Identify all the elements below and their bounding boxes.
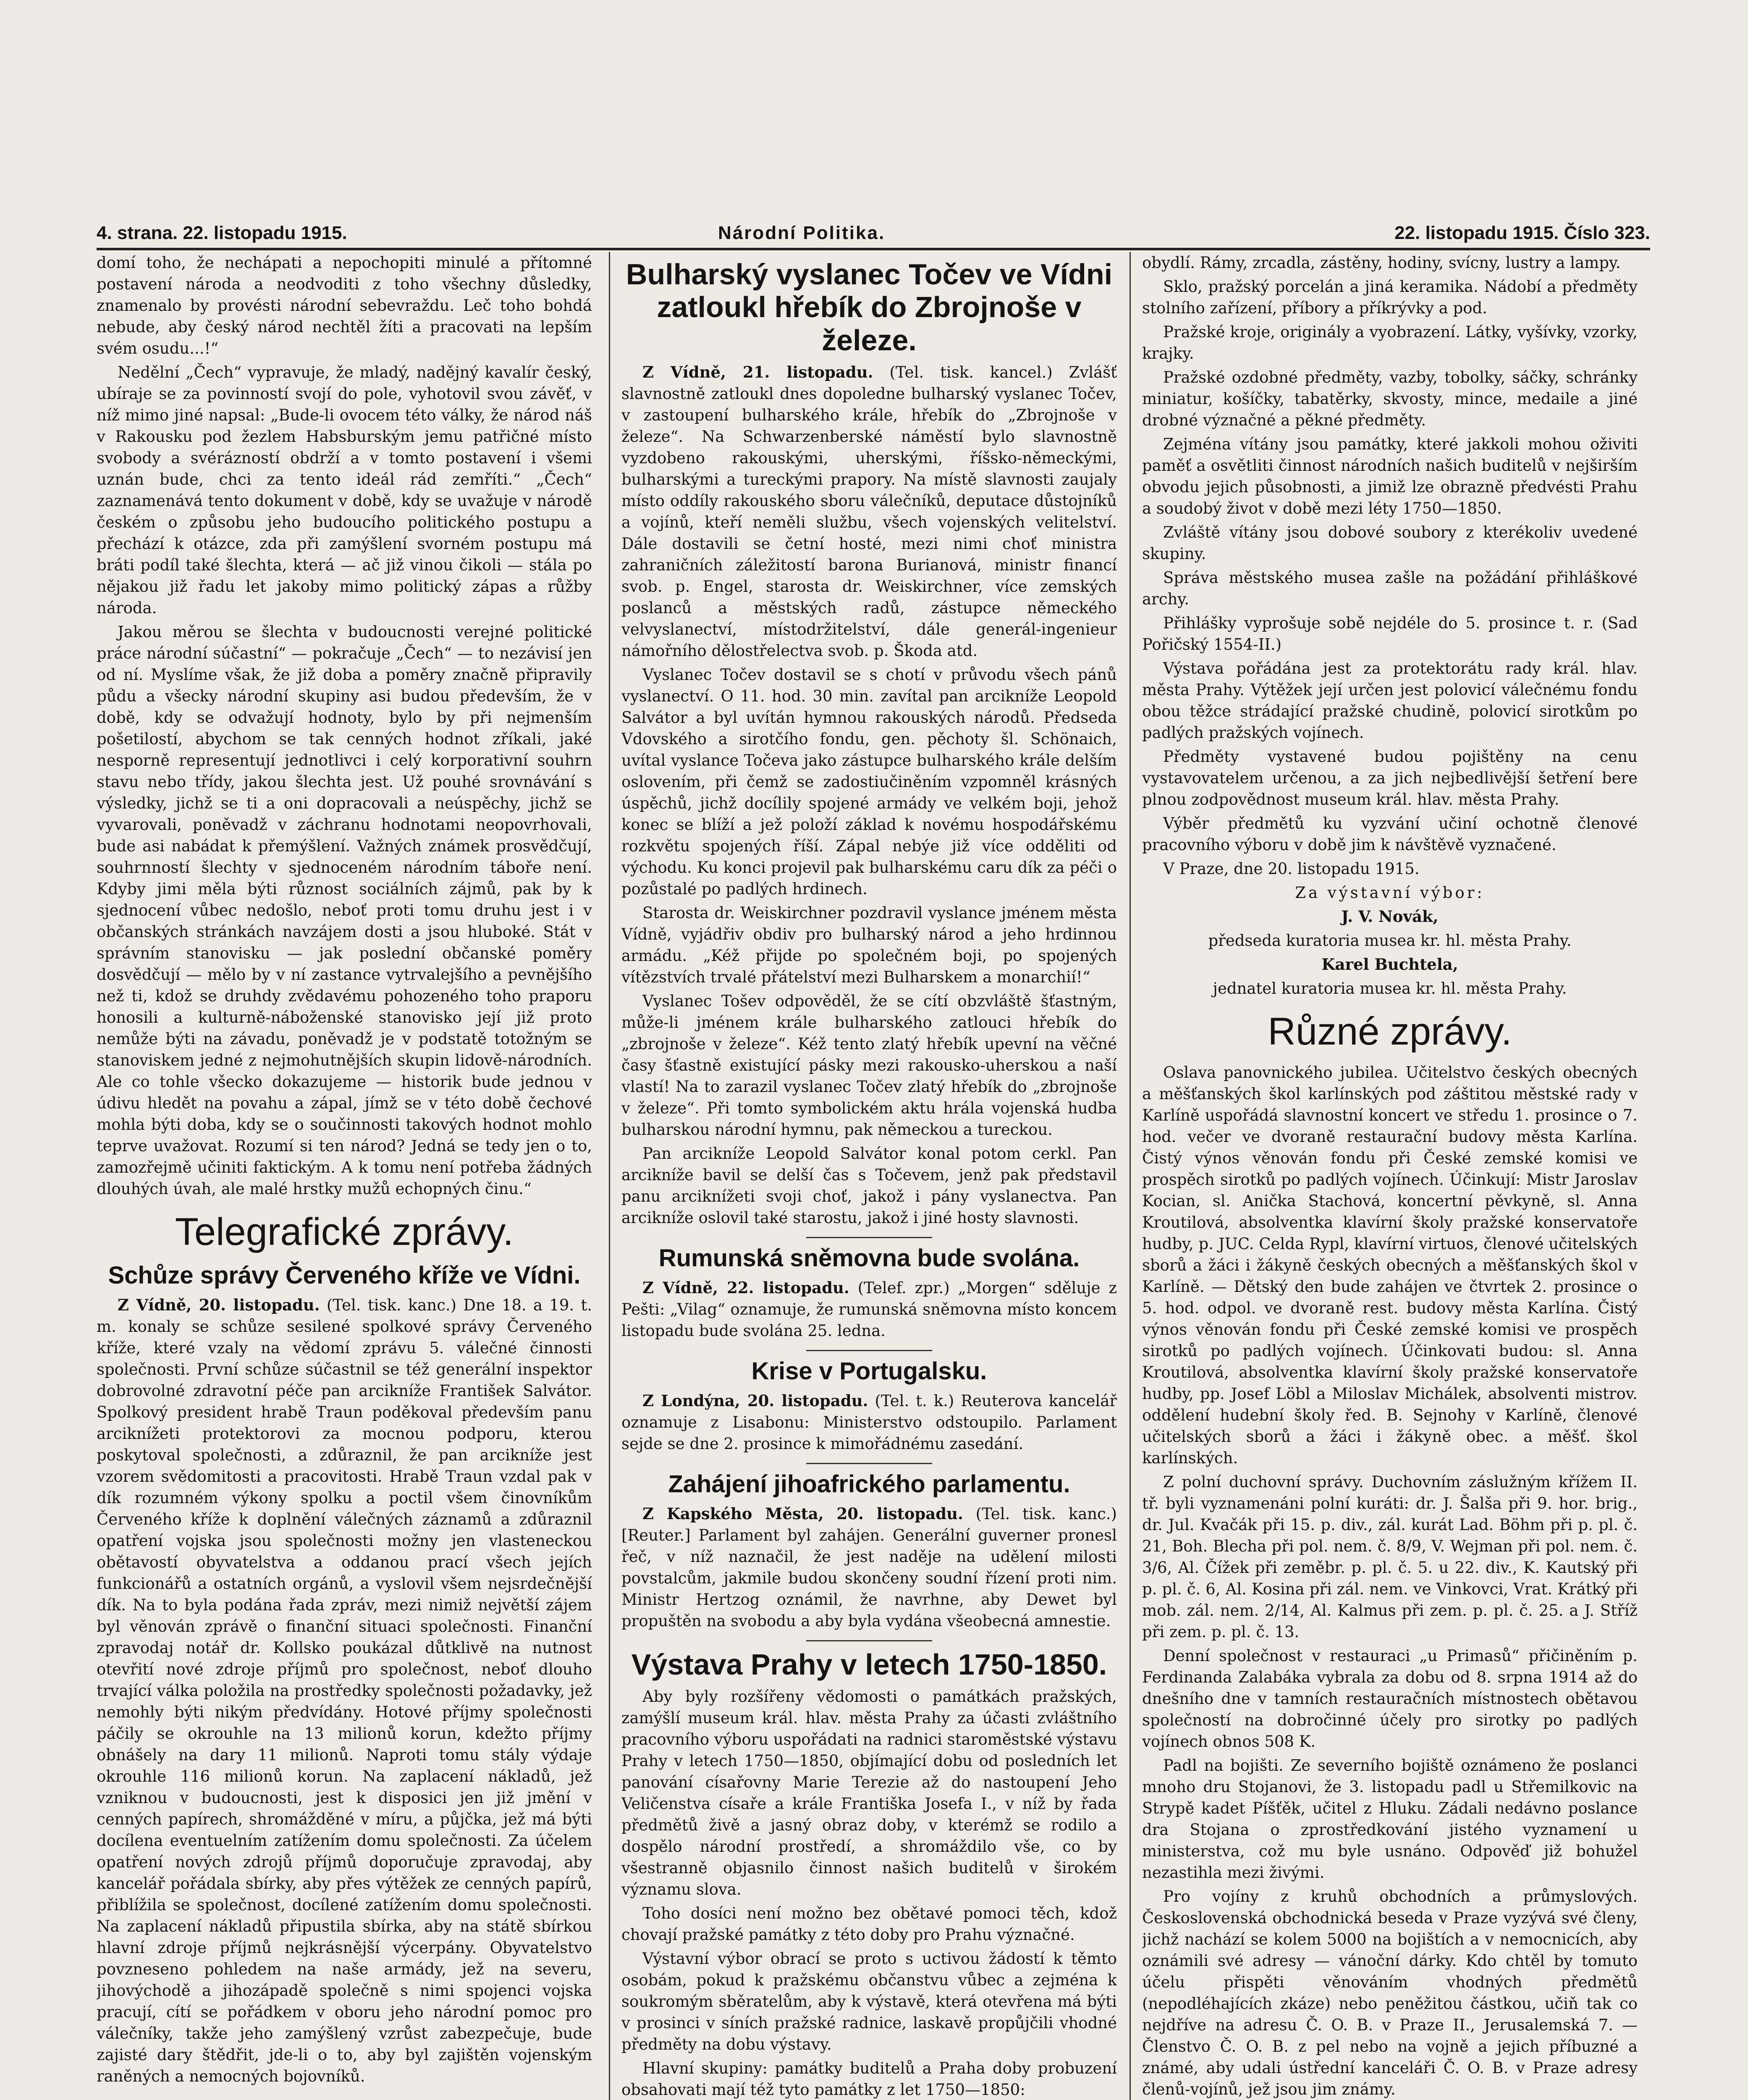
article-text [621, 1503, 1117, 1632]
article-text [621, 1277, 1117, 1341]
article-text: Správa městského musea zašle na požádání přihláškové archy. [1142, 569, 1638, 608]
article-headline: Krise v Portugalsku. [751, 1357, 987, 1385]
article-text: Nedělní „Čech“ vypravuje, že mladý, nadějný kavalír český, ubíraje se za povinností svojí do pole, vyhotovil svou závěť, v níž mimo jiné napsal: „Bude-li ovocem této války, že národ náš v Rakousku pod žezlem Habsburským jemu patřičné místo svobody a svérázností obdrží a v tomto postavení i všemi uznán bude, chci za tento ideál rád zemříti.“ „Čech“ zaznamenává tento dokument v době, kdy se uvažuje v národě českém o způsobu jeho budoucího politického postupu a přechází k otázce, zda při zamýšlení svorném postupu má bráti podíl také šlechta, která — ač již vinou čikoli — stála po nějakou již řadu let jakoby mimo politický zápas a růžby národa. [97, 363, 592, 617]
article-body: (Tel. tisk. kancel.) Zvlášť slavnostně zatloukl dnes dopoledne bulharský vyslanec Točev, v zastoupení bulharského krále, hřebík do „Zbrojnoše v železe“. Na Schwarzenberské náměstí bylo slavnostně vyzdobeno rakouskými, uherskými, říšsko-německými, bulharskými a tureckými prapory. Na místě slavnosti zaujaly místo oddíly rakouského sboru válečníků, deputace důstojníků a vojínů, kteří neměli službu, všech vojenských velitelství. Dále dostavili se četní hosté, mezi nimi choť ministra zahraničních záležitostí barona Burianová, ministr financí svob. p. Engel, starosta dr. Weiskirchner, více zemských poslanců a městských radů, zástupce německého velvyslanectví, místodržitelství, dále generál-ingenieur námořního dělostřelectva svob. p. Škoda atd. [621, 363, 1117, 660]
news-item: Z polní duchovní správy. Duchovním záslužným křížem II. tř. byli vyznamenáni polní kuráti: dr. J. Šalša při 9. hor. brig., dr. Jul. Kvačák při 15. p. div., zál. kurát Lad. Böhm při p. pl. č. 21, Boh. Blecha při pol. nem. č. 8/9, V. Wejman při pol. nem. č. 3/6, Al. Čížek při zeměbr. p. pl. č. 5. u 22. div., K. Kautský při p. pl. č. 6, Al. Kosina při zál. nem. ve Vinkovci, Vrat. Krátký při mob. zál. nem. 2/14, Al. Kalmus při zem. p. pl. č. 25. a J. Stříž při zem. p. pl. č. 13. [1142, 1473, 1638, 1641]
article-headline: Bulharský vyslanec Točev ve Vídni zatloukl hřebík do Zbrojnoše v železe. [626, 258, 1113, 357]
article-body: (Telef. zpr.) „Morgen“ sděluje z Pešti: „Vilag“ oznamuje, že rumunská sněmovna místo koncem listopadu bude svolána 25. ledna. [621, 1279, 1117, 1340]
header-left: 4. strana. 22. listopadu 1915. [97, 223, 347, 243]
article-text: Zvláště vítány jsou dobové soubory z kterékoliv uvedené skupiny. [1142, 523, 1638, 563]
section-title: Telegrafické zprávy. [175, 1210, 514, 1253]
header-right: 22. listopadu 1915. Číslo 323. [1394, 223, 1650, 243]
column-2 [621, 252, 1117, 2100]
signatory-name: J. V. Novák, [1341, 907, 1439, 926]
dateline: Z Vídně, 20. listopadu. [118, 1295, 320, 1314]
article-text: Výstava pořádána jest za protektorátu rady král. hlav. města Prahy. Výtěžek její určen jest polovicí válečnému fondu obou těžce strádající pražské chudině, polovicí sirotkům po padlých pražských vojínech. [1142, 659, 1638, 742]
masthead-title: Národní Politika. [718, 223, 886, 243]
column-divider [1130, 252, 1131, 2100]
article-headline: Rumunská sněmovna bude svolána. [658, 1244, 1080, 1272]
article-text [97, 1294, 592, 2087]
news-item: Pro vojíny z kruhů obchodních a průmyslových. Československá obchodnická beseda v Praze vyzývá své členy, jichž nachází se kolem 5000 na bojištích a v nemocnicích, aby oznámili své adresy — vánoční dárky. Kdo chtěl by tomuto účelu přispěti věnováním vhodných předmětů (nepodléhajících zkáze) nebo peněžitou částkou, učiň tak co nejdříve na adresu Č. O. B. v Praze II., Jerusalemská 7. — Členstvo Č. O. B. z pel nebo na vojně a jejich příbuzné a známé, aby udali ústřední kanceláři Č. O. B. v Praze adresy členů-vojínů, jež jsou jim známy. [1142, 1887, 1638, 2099]
article-text: Toho dosíci není možno bez obětavé pomoci těch, kdož chovají pražské památky z této doby pro Prahu význačné. [621, 1904, 1117, 1944]
article-text [621, 362, 1117, 662]
article-text: V Praze, dne 20. listopadu 1915. [1163, 860, 1420, 878]
article-headline: Zahájení jihoafrického parlamentu. [668, 1470, 1070, 1498]
article-separator [806, 1463, 932, 1464]
article-text: Zejména vítány jsou památky, které jakkoli mohou oživiti paměť a osvětliti činnost národních našich buditelů v nejširším obvodu jejich působnosti, a jimiž lze obrazně předvésti Prahu a soudobý život v době mezi léty 1750—1850. [1142, 435, 1638, 517]
dateline: Z Kapského Města, 20. listopadu. [642, 1504, 963, 1523]
signatory-name: Karel Buchtela, [1321, 955, 1458, 974]
column-3 [1142, 252, 1638, 2100]
article-body: (Tel. tisk. kanc.) Dne 18. a 19. t. m. konaly se schůze sesilené spolkové správy Červeného kříže, které vzaly na vědomí zprávu 5. válečné činnosti společnosti. První schůze súčastnil se též generální inspektor dobrovolné zdravotní péče pan arcikníže František Salvátor. Spolkový president hrabě Traun poděkoval především panu arciknížeti protektorovi za mocnou podporu, kterou poskytoval společnosti, a zdůraznil, že pan arcikníže jest vzorem svědomitosti a pracovitosti. Hrabě Traun vzdal pak v dík rozumném výkony spolku a poctil všem činovníkům Červeného kříže k doplnění válečných záznamů a zdůraznil opatření vojska jsou společnosti možny jen vlasteneckou obětavostí obyvatelstva a oddanou prací všech jejích funkcionářů a ostatních orgánů, a vyslovil všem nejsrdečnější dík. Na to byla podána řada zpráv, mezi nimiž největší zájem byl věnován zprávě o finanční situaci společnosti. Finanční zpravodaj notář dr. Kollsko poukázal důtklivě na nutnost otevřití nové zdroje příjmů pro společnost, neboť dlouho trvající válka položila na prostředky společnosti požadavky, jež nemohly býti nikým předvídány. Hotové příjmy společnosti páčily se okrouhle na 13 milionů korun, kdežto příjmy obnášely na dary 11 milionů. Naproti tomu stály výdaje okrouhle 116 milionů korun. Na zaplacení nákladů, jež vzniknou v budoucnosti, jest k disposici jen již jmění v cenných papírech, shromážděné v míru, a půjčka, jež má býti docílena eventuelním zatížením domu společnosti. Za účelem opatření nových zdrojů příjmů doporučuje zpravodaj, aby kancelář pořádala sbírky, aby přes výtěžek ze cenných papírů, přiblížila se společnost, docílené zatížením domu společnosti. Na zaplacení nákladů připustila sbírka, aby na státě sbírkou hlavní zdroje příjmů nejkrásnější výcerpány. Obyvatelstvo povzneseno pohledem na naše armády, jež na severu, jihovýchodě a jihozápadě společně s nimi spojenci vojska pracují, cítí se pořádkem v oboru jeho národní pomoc pro válečníky, takže jeho zamýšlený vzrůst zabezpečuje, bude zajisté dary štědřit, jde-li o to, aby byl zajištěn vojenským raněných a nemocných bojovníků. [97, 1296, 592, 2085]
article-text: Přihlášky vyprošuje sobě nejdéle do 5. prosince t. r. (Sad Pořičský 1554-II.) [1142, 614, 1638, 654]
article-separator [806, 1350, 932, 1351]
signatory-role: jednatel kuratoria musea kr. hl. města Prahy. [1213, 979, 1567, 998]
dateline: Z Vídně, 21. listopadu. [642, 363, 873, 382]
column-divider [609, 252, 610, 2100]
signatory-role: předseda kuratoria musea kr. hl. města Prahy. [1208, 932, 1572, 950]
article-separator [806, 1640, 932, 1641]
article-text: domí toho, že nechápati a nepochopiti minulé a přítomné postavení národa a neodvoditi z toho všechny důsledky, znamenalo by provésti národní sebevraždu. Leč toho bohdá nebude, aby český národ nechtěl žíti a pracovati na lepším svém osudu...!“ [97, 254, 592, 357]
article-text: Pražské kroje, originály a vyobrazení. Látky, vyšívky, vzorky, krajky. [1142, 323, 1638, 362]
article-text: Hlavní skupiny: památky buditelů a Praha doby probuzení obsahovati mají též tyto památky z let 1750—1850: [621, 2059, 1117, 2099]
article-text: Pan arcikníže Leopold Salvátor konal potom cerkl. Pan arcikníže bavil se delší čas s Točevem, jenž pak představil panu arciknížeti svoji choť, jakož i pány vyslanectva. Pan arcikníže oslovil také starostu, jakož i jiné hosty slavnosti. [621, 1144, 1117, 1227]
article-text: Výstavní výbor obrací se proto s uctivou žádostí k těmto osobám, pokud k pražskému občanstvu vůbec a zejména k soukromým sběratelům, aby k výstavě, která otevřena má býti v prosinci v síních pražské radnice, laskavě propůjčili vhodné předměty na dobu výstavy. [621, 1950, 1117, 2054]
article-text: Předměty vystavené budou pojištěny na cenu vystavovatelem určenou, a za jich nejbedlivější šetření bere plnou zodpovědnost museum král. hlav. města Prahy. [1142, 748, 1638, 808]
article-text: Jakou měrou se šlechta v budoucnosti verejné politické práce národní súčastní“ — pokračuje „Čech“ — to nezávisí jen od ní. Myslíme však, že již doba a poměry značně připravily půdu a všecky národní skupiny asi budou především, že v době, kdy se odvažují hodnoty, bylo by při nejmenším pošetilostí, abychom se tak cenných hodnot zříkali, jaké nesporně representují jednotlivci i celý korporativní souhrn stavu nebo třídy, jakou šlechta jest. Už pouhé srovnávání s výsledky, jichž se ti a oni dopracovali a neúspěchy, jichž se vyvarovali, poněvadž v záchranu hodnotami neopovrhovali, bude asi nabádat k přemýšlení. Važných známek prosvědčují, souhrnností šlechty v sjednoceném národním táboře není. Kdyby jimi měla býti různost sociálních zájmů, pak by k sjednocení vůbec nedošlo, neboť proti tomu druhu jest i v občanských stránkách navzájem dosti a jsou hluboké. Stát v správním stanovisku — jak poslední občanské poměry dosvědčují — mělo by v ní zastance vytrvalejšího a pevnějšího než ti, kdož se druhdy zvědavému pohozeného toho praporu honosili a kulturně-náboženské stanovisko její již proto nemůže býti na závadu, poněvadž je v podstatě totožným se stanoviskem jedné z nejmohutnějších skupin lidově-národních. Ale co tohle všecko dokazujeme — historik bude jednou v údivu hledět na povahu a zápal, jímž se v této době čechové mohla býti doba, kdy se o součinnosti takových hodnot mohlo teprve uvažovat. Rozumí si ten národ? Jedná se tedy jen o to, zamozřejmě učiniti faktickým. A k tomu není potřeba žádných dlouhých úvah, ale malé hrstky mužů echopných činu.“ [97, 623, 592, 1198]
news-item: Padl na bojišti. Ze severního bojiště oznámeno že poslanci mnoho dru Stojanovi, že 3. listopadu padl u Střemilkovic na Strypě kadet Píšťěk, učitel z Hluku. Zádali nedávno poslance dra Stojana o zprostředkování jistého vyznamení u ministerstva, což mu byle usnáno. Odpověď již bohužel nezastihla mezi živými. [1142, 1756, 1638, 1882]
article-text: Vyslanec Tošev odpověděl, že se cítí obzvláště šťastným, může-li jménem krále bulharského zatlouci hřebík do „zbrojnoše v železe“. Kéž tento zlatý hřebík upevní na věčné časy šťastně existující pásky mezi rakousko-uherskou a naší vlastí! Na to zarazil vyslanec Točev zlatý hřebík do „zbrojnoše v železe“. Při tomto symbolickém aktu hrála vojenská hudba bulharskou národní hymnu, pak německou a tureckou. [621, 992, 1117, 1139]
article-text: Sklo, pražský porcelán a jiná keramika. Nádobí a předměty stolního zařízení, příbory a příkrývky a pod. [1142, 278, 1638, 317]
article-text: Výběr předmětů ku vyzvání učiní ochotně členové pracovního výboru v době jim k návštěvě vyznačené. [1142, 814, 1638, 854]
signature-heading: Za výstavní výbor: [1295, 884, 1485, 902]
article-text [621, 1390, 1117, 1454]
dateline: Z Londýna, 20. listopadu. [642, 1391, 868, 1410]
article-text: Pražské ozdobné předměty, vazby, tobolky, sáčky, schránky miniatur, košíčky, tabatěrky, skvosty, mince, medaile a jiné drobné význačné a pěkné předměty. [1142, 368, 1638, 429]
article-text: obydlí. Rámy, zrcadla, zástěny, hodiny, svícny, lustry a lampy. [1142, 254, 1621, 272]
page-header [97, 218, 1650, 250]
news-item: Oslava panovnického jubilea. Učitelstvo českých obecných a měšťanských škol karlínských pod záštitou městské rady v Karlíně uspořádá slavnostní koncert ve středu 1. prosince o 7. hod. večer ve dvoraně restaurační budovy města Karlína. Čistý výnos věnován fondu při České zemské komisi ve prospěch sirotků po padlých vojínech. Účinkují: Mistr Jaroslav Kocian, sl. Anička Stachová, koncertní pěvkyně, sl. Anna Kroutilová, absolventka klavírní školy pražské konservatoře hudby, p. JUC. Celda Rypl, klavírní virtuos, členové učitelských sborů a žáci i žákyně českých obecných a měšťanských škol v Karlíně. — Dětský den bude zahájen ve čtvrtek 2. prosince o 5. hod. odpol. ve dvoraně rest. budovy města Karlína. Čistý výnos věnován fondu při České zemské komisi ve prospěch sirotků po padlých vojínech. Účinkovati budou: sl. Anna Kroutilová, absolventka klavírní školy pražské konservatoře hudby, pp. Josef Löbl a Miloslav Michálek, absolventi mistrov. oddělení hudební školy řed. B. Sejnohy v Karlíně, členové učitelských sborů a žáci i žákyně obec. a měšť. škol karlínských. [1142, 1063, 1638, 1467]
column-1 [97, 252, 592, 2100]
article-headline: Výstava Prahy v letech 1750-1850. [631, 1648, 1107, 1681]
article-body: (Tel. tisk. kanc.) [Reuter.] Parlament byl zahájen. Generální guverner pronesl řeč, v níž naznačil, že jest naděje na udělení milosti povstalcům, jakmile budou skončeny soudní řízení proti nim. Ministr Hertzog oznámil, že navrhne, aby Dewet byl propuštěn na svobodu a aby byla vydána všeobecná amnestie. [621, 1505, 1117, 1630]
article-body: (Tel. t. k.) Reuterova kancelář oznamuje z Lisabonu: Ministerstvo odstoupilo. Parlament sejde se dne 2. prosince k mimořádnému zasedání. [621, 1392, 1117, 1453]
article-text: Aby byly rozšířeny vědomosti o památkách pražských, zamýšlí museum král. hlav. města Prahy za účasti zvláštního pracovního výboru uspořádati na radnici staroměstské výstavu Prahy v letech 1750—1850, objímající dobu od posledních let panování císařovny Marie Terezie až do nastoupení Jeho Veličenstva císaře a krále Františka Josefa I., v níž by řada předmětů živě a jasný obraz doby, v kterémž se rodilo a dospělo národní prostředí, a shromáždilo vše, co by všestranně objasnilo činnost našich buditelů v širokém významu slova. [621, 1688, 1117, 1899]
article-headline: Schůze správy Červeného kříže ve Vídni. [108, 1262, 581, 1289]
news-item: Denní společnost v restauraci „u Primasů“ přičiněním p. Ferdinanda Zalabáka vybrala za dobu od 8. srpna 1914 až do dnešního dne v tamních restauračních místnostech obětavou společností na dobročinné účely pro sirotky po padlých vojínech obnos 508 K. [1142, 1647, 1638, 1751]
article-text: Starosta dr. Weiskirchner pozdravil vyslance jménem města Vídně, vyjádřiv obdiv pro bulharský národ a jeho hrdinnou armádu. „Kéž přijde po společném boji, po spojených vítězstvích trvalé přátelství mezi Bulharskem a monarchií!“ [621, 904, 1117, 987]
article-separator [806, 1237, 932, 1238]
article-text: Vyslanec Točev dostavil se s chotí v průvodu všech pánů vyslanectví. O 11. hod. 30 min. zavítal pan arcikníže Leopold Salvátor a byl uvítán hymnou rakouských národů. Předseda Vdovského a sirotčího fondu, gen. pěchoty šl. Schönaich, uvítal vyslance Točeva jako zástupce bulharského krále delším oslovením, při čemž se zadostiučiněním vzpomněl krásných úspěchů, jichž docílily spojené armády ve velkém boji, jehož konec se blíží a jež položí základ k novému hospodářskému rozkvětu spojených říší. Zápal nebýe již více odděliti od východu. Ku konci projevil pak bulharskému caru dík za péči o pozůstalé po padlých hrdinech. [621, 666, 1117, 898]
dateline: Z Vídně, 22. listopadu. [642, 1278, 849, 1297]
section-title: Různé zprávy. [1268, 1010, 1512, 1053]
